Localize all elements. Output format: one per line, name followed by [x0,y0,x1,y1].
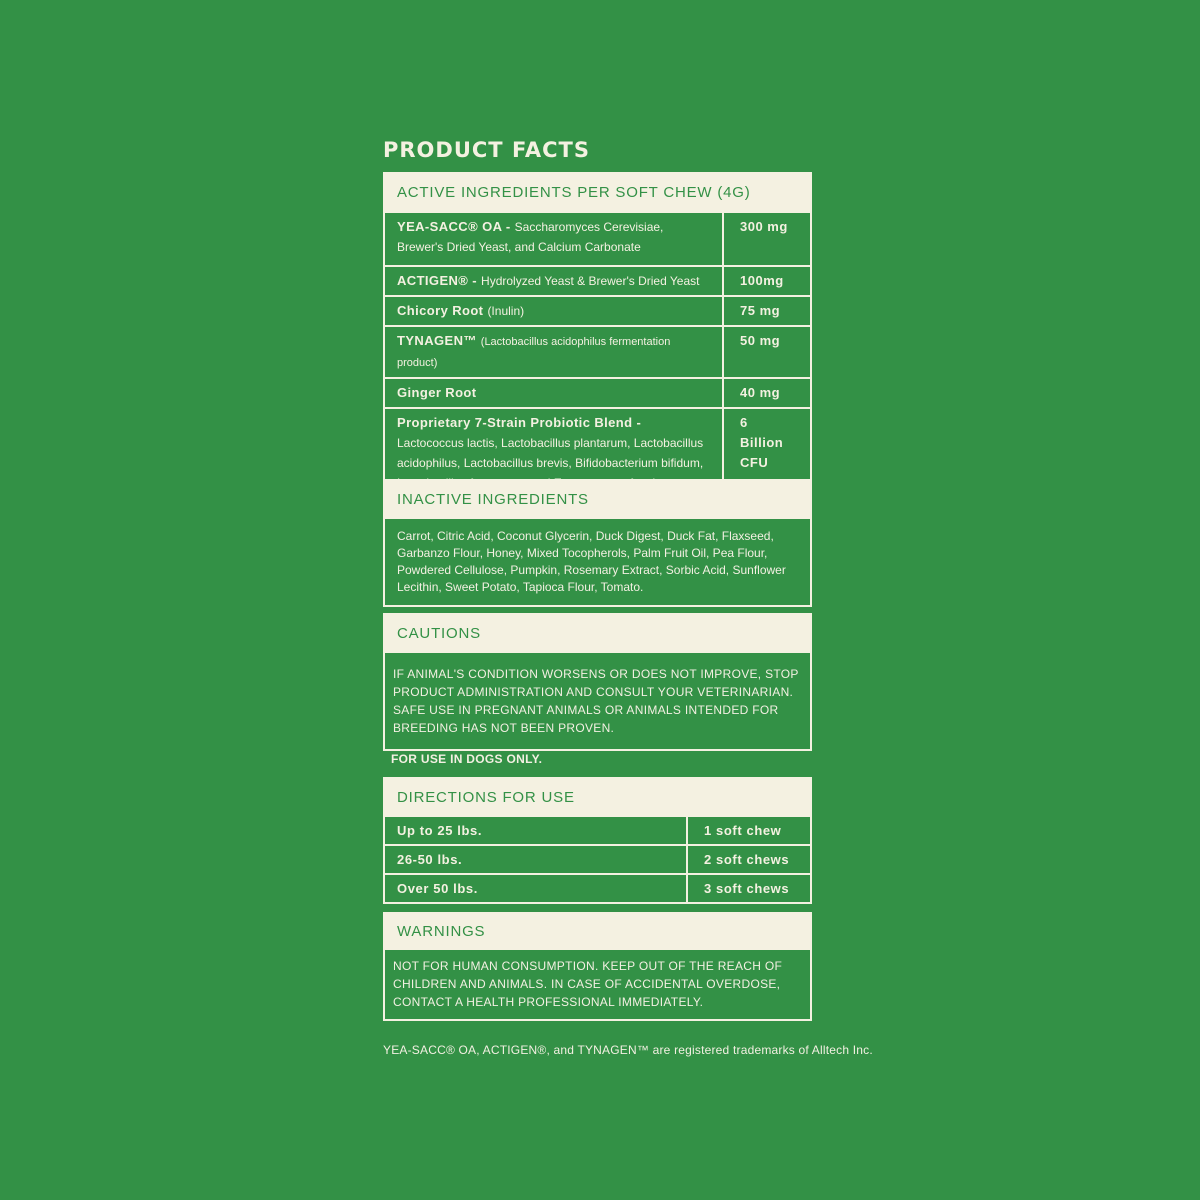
ingredient-name: ACTIGEN® - [397,273,482,288]
ingredient-amount: 6 Billion CFU [723,408,810,497]
active-ingredients-header: ACTIVE INGREDIENTS PER SOFT CHEW (4G) [385,174,810,211]
dogs-only-note: FOR USE IN DOGS ONLY. [391,752,543,766]
active-ingredients-panel [383,172,812,499]
ingredient-amount: 50 mg [723,326,810,378]
dose-cell: 1 soft chew [687,816,810,845]
ingredient-desc: Saccharomyces Cerevisiae, Brewer's Dried Yeast, and Calcium Carbonate [397,220,664,254]
ingredient-amount: 75 mg [723,296,810,326]
ingredient-cell [385,266,723,296]
ingredient-name: Proprietary 7-Strain Probiotic Blend - [397,415,642,430]
table-row [385,816,810,845]
weight-cell: 26-50 lbs. [385,845,687,874]
inactive-ingredients-text: Carrot, Citric Acid, Coconut Glycerin, Duck Digest, Duck Fat, Flaxseed, Garbanzo Flour, Honey, Mixed Tocopherols, Palm Fruit Oil, Pea Flour, Powdered Cellulose, Pumpkin, Rosemary Extract, Sorbic Acid, Sunflower Lecithin, Sweet Potato, Tapioca Flour, Tomato. [385,517,810,605]
ingredient-cell [385,326,723,378]
weight-cell: Up to 25 lbs. [385,816,687,845]
weight-cell: Over 50 lbs. [385,874,687,902]
ingredient-name: Ginger Root [397,385,477,400]
table-row [385,326,810,378]
ingredient-desc: (Inulin) [487,304,525,318]
ingredient-name: Chicory Root [397,303,488,318]
ingredient-desc: (Lactobacillus acidophilus fermentation product) [397,336,671,369]
ingredient-desc: Hydrolyzed Yeast & Brewer's Dried Yeast [481,274,700,288]
cautions-panel [383,613,812,751]
table-row [385,296,810,326]
ingredient-name: YEA-SACC® OA - [397,219,515,234]
ingredient-desc: Lactococcus lactis, Lactobacillus plantarum, Lactobacillus acidophilus, Lactobacillus brevis, Bifidobacterium bifidum, [397,436,704,470]
directions-table [385,815,810,902]
ingredient-name: TYNAGEN™ [397,333,481,348]
directions-panel [383,777,812,904]
dose-cell: 2 soft chews [687,845,810,874]
table-row [385,212,810,266]
active-ingredients-table [385,211,810,497]
inactive-ingredients-header: INACTIVE INGREDIENTS [385,481,810,517]
ingredient-amount: 100mg [723,266,810,296]
cautions-text: IF ANIMAL'S CONDITION WORSENS OR DOES NOT IMPROVE, STOP PRODUCT ADMINISTRATION AND CONSULT YOUR VETERINARIAN. SAFE USE IN PREGNANT ANIMALS OR ANIMALS INTENDED FOR BREEDING HAS NOT BEEN PROVEN. [385,651,810,749]
ingredient-amount: 300 mg [723,212,810,266]
directions-header: DIRECTIONS FOR USE [385,779,810,815]
ingredient-cell [385,296,723,326]
table-row [385,874,810,902]
inactive-ingredients-panel [383,479,812,607]
warnings-text: NOT FOR HUMAN CONSUMPTION. KEEP OUT OF THE REACH OF CHILDREN AND ANIMALS. IN CASE OF ACCIDENTAL OVERDOSE, CONTACT A HEALTH PROFESSIONAL IMMEDIATELY. [385,948,810,1019]
warnings-header: WARNINGS [385,914,810,948]
dose-cell: 3 soft chews [687,874,810,902]
page-title: PRODUCT FACTS [383,138,590,162]
trademark-footer: YEA-SACC® OA, ACTIGEN®, and TYNAGEN™ are registered trademarks of Alltech Inc. [383,1043,873,1057]
ingredient-cell [385,378,723,408]
cautions-header: CAUTIONS [385,615,810,651]
ingredient-amount: 40 mg [723,378,810,408]
table-row [385,378,810,408]
table-row [385,845,810,874]
warnings-panel [383,912,812,1021]
table-row [385,266,810,296]
ingredient-cell [385,212,723,266]
